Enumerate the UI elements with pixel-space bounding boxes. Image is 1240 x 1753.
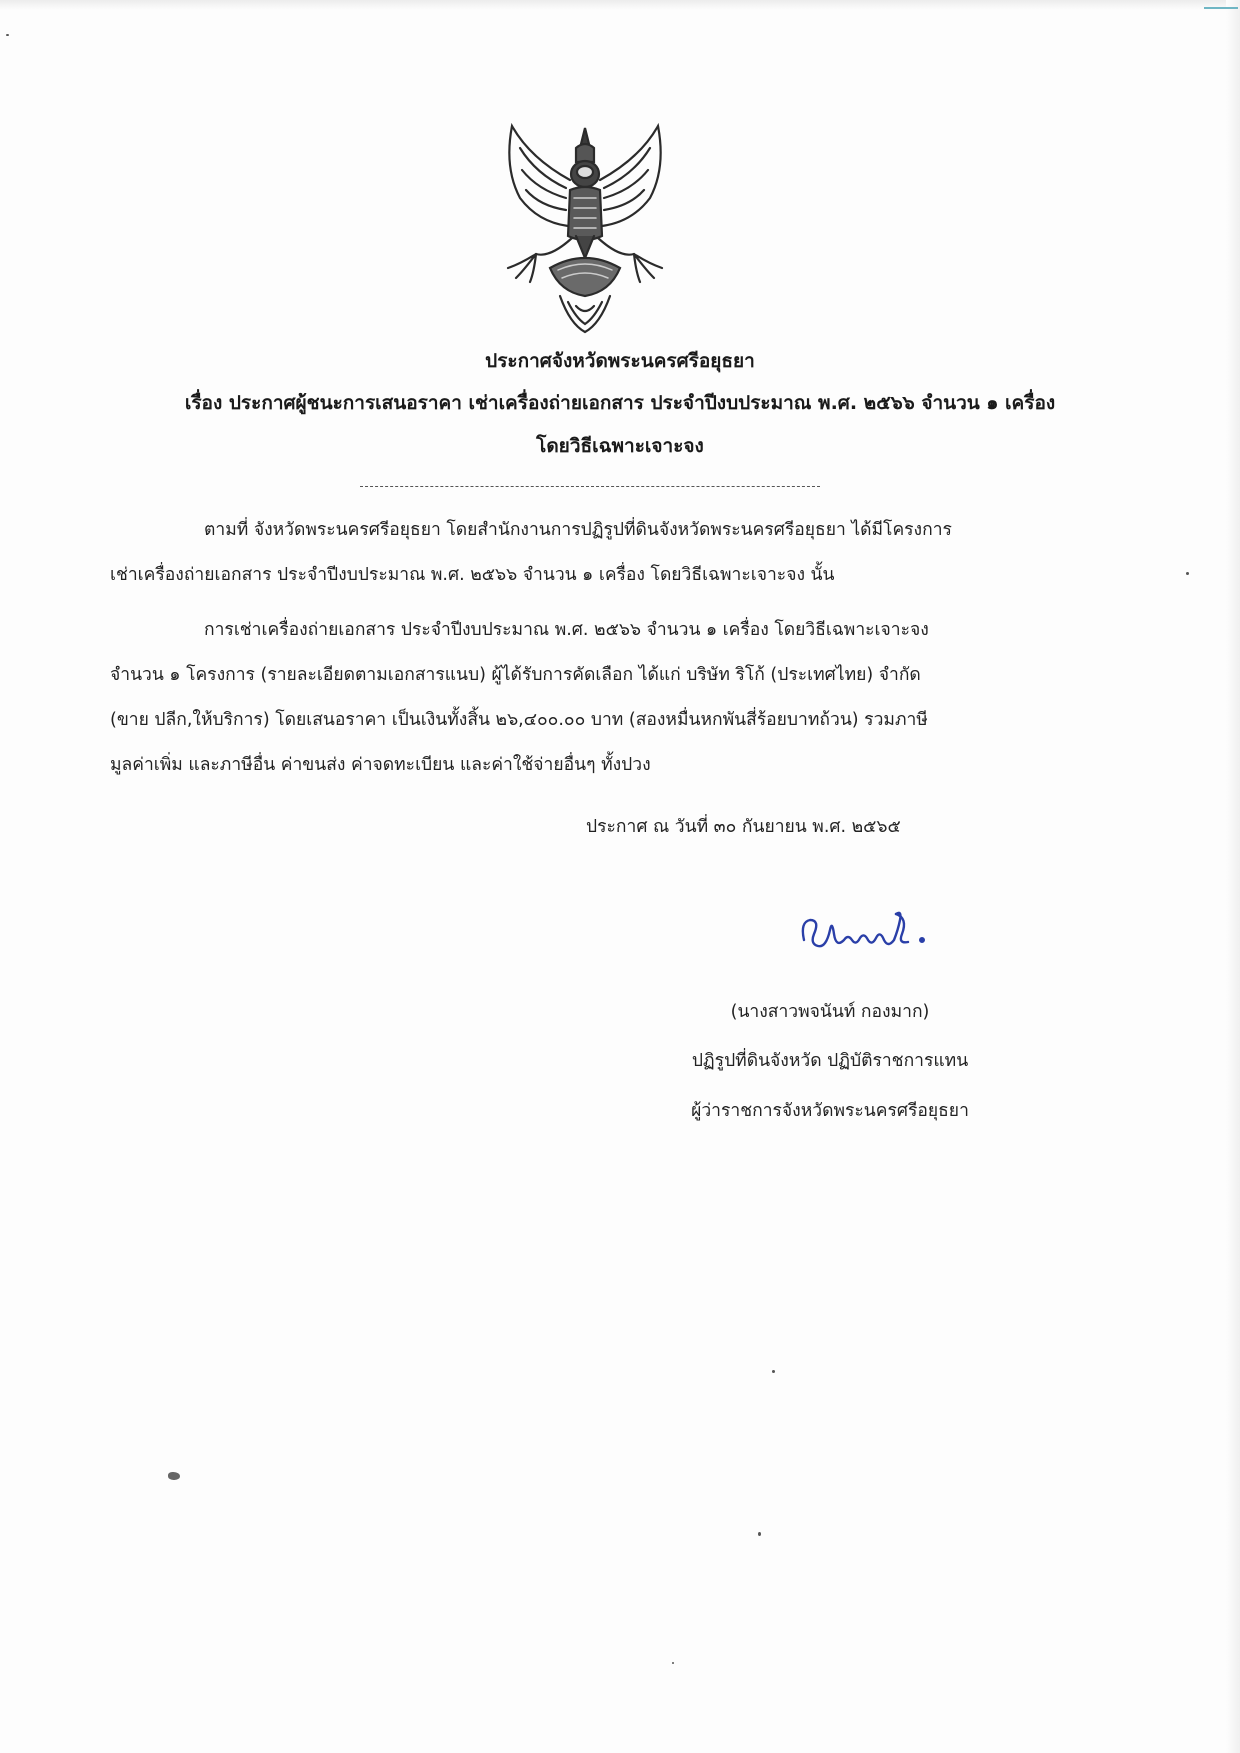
- signer-acting-for: ผู้ว่าราชการจังหวัดพระนครศรีอยุธยา: [691, 1101, 969, 1121]
- garuda-emblem-icon: [490, 118, 680, 338]
- scan-speck: [168, 1472, 180, 1480]
- signer-position: ปฏิรูปที่ดินจังหวัด ปฏิบัติราชการแทน: [691, 1051, 969, 1071]
- scan-speck: [672, 1662, 674, 1664]
- scan-top-edge: [0, 0, 1240, 10]
- announcement-title: ประกาศจังหวัดพระนครศรีอยุธยา: [485, 350, 755, 372]
- paragraph-1-line-1: ตามที่ จังหวัดพระนครศรีอยุธยา โดยสำนักงานการปฏิรูปที่ดินจังหวัดพระนครศรีอยุธยา ได้มีโครงการ: [204, 520, 952, 540]
- scan-speck: [6, 34, 9, 36]
- signer-name: (นางสาวพจนันท์ กองมาก): [730, 1002, 930, 1022]
- scan-speck: [1186, 572, 1189, 575]
- handwritten-signature: [790, 900, 940, 970]
- announcement-method: โดยวิธีเฉพาะเจาะจง: [536, 435, 704, 457]
- paragraph-1-line-2: เช่าเครื่องถ่ายเอกสาร ประจำปีงบประมาณ พ.ศ. ๒๕๖๖ จำนวน ๑ เครื่อง โดยวิธีเฉพาะเจาะจง นั้น: [110, 565, 835, 585]
- paragraph-2-line-3: (ขาย ปลีก,ให้บริการ) โดยเสนอราคา เป็นเงินทั้งสิ้น ๒๖,๔๐๐.๐๐ บาท (สองหมื่นหกพันสี่ร้อยบาทถ้วน) รวมภาษี: [110, 710, 928, 730]
- scan-right-edge: [1226, 0, 1240, 1753]
- scan-speck: [772, 1370, 775, 1373]
- scan-corner-mark: [1204, 7, 1238, 9]
- paragraph-2-line-1: การเช่าเครื่องถ่ายเอกสาร ประจำปีงบประมาณ พ.ศ. ๒๕๖๖ จำนวน ๑ เครื่อง โดยวิธีเฉพาะเจาะจง: [204, 620, 929, 640]
- body-paragraph-1: [110, 508, 1050, 598]
- announcement-date: ประกาศ ณ วันที่ ๓๐ กันยายน พ.ศ. ๒๕๖๕: [586, 817, 901, 837]
- scan-speck: [758, 1532, 761, 1536]
- paragraph-2-line-2: จำนวน ๑ โครงการ (รายละเอียดตามเอกสารแนบ) ผู้ได้รับการคัดเลือก ได้แก่ บริษัท ริโก้ (ประเทศไทย) จำกัด: [110, 665, 921, 685]
- title-divider: [360, 486, 820, 487]
- paragraph-2-line-4: มูลค่าเพิ่ม และภาษีอื่น ค่าขนส่ง ค่าจดทะเบียน และค่าใช้จ่ายอื่นๆ ทั้งปวง: [110, 755, 651, 775]
- body-paragraph-2: [110, 608, 1050, 788]
- announcement-subject: เรื่อง ประกาศผู้ชนะการเสนอราคา เช่าเครื่องถ่ายเอกสาร ประจำปีงบประมาณ พ.ศ. ๒๕๖๖ จำนวน ๑ เครื่อง: [184, 392, 1056, 414]
